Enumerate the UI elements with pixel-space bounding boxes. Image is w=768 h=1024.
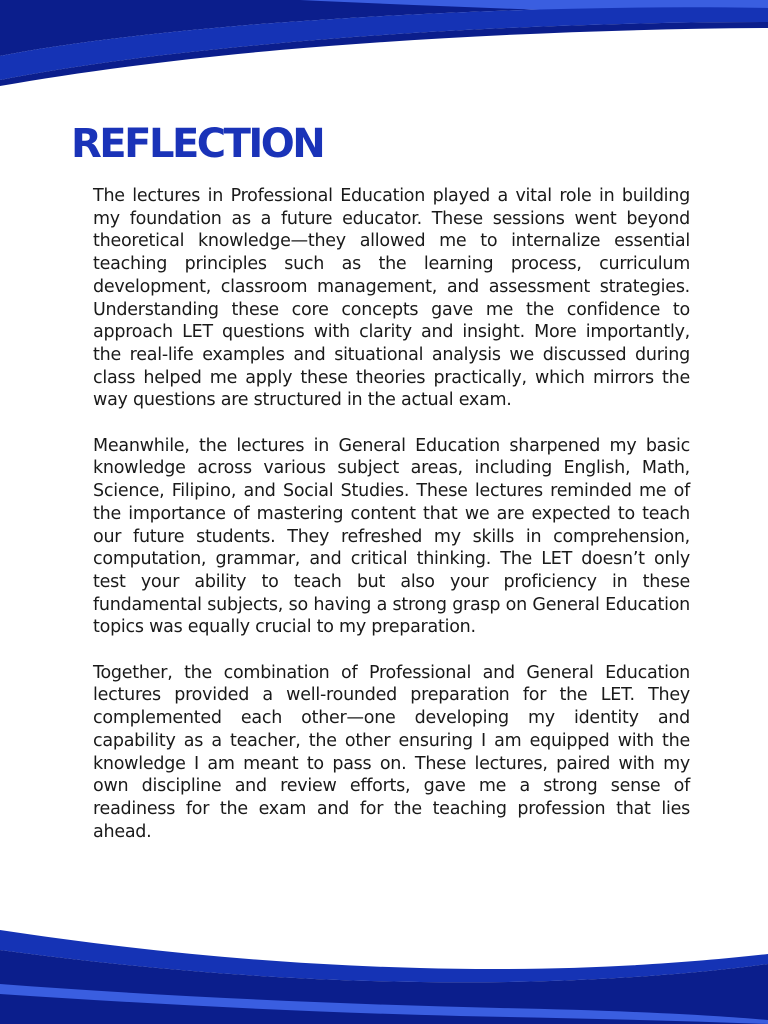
page-title: REFLECTION — [71, 121, 324, 167]
paragraph-together: Together, the combination of Professional and General Education lectures provided a well-rounded preparation for the LET. They complemented each other—one developing my identity and capability as a teacher, the other ensuring I am equipped with the knowledge I am meant to pass on. These lectures, paired with my own discipline and review efforts, gave me a strong sense of readiness for the exam and for the teaching profession that lies ahead. — [93, 662, 690, 842]
bottom-wave-decoration — [0, 924, 768, 1024]
paragraph-general-education: Meanwhile, the lectures in General Education sharpened my basic knowledge across various subject areas, including English, Math, Science, Filipino, and Social Studies. These lectures reminded me of the importance of mastering content that we are expected to teach our future students. They refreshed my skills in comprehension, computation, grammar, and critical thinking. The LET doesn’t only test your ability to teach but also your proficiency in these fundamental subjects, so having a strong grasp on General Education topics was equally crucial to my preparation. — [93, 435, 690, 638]
reflection-body — [93, 185, 690, 866]
paragraph-professional-education: The lectures in Professional Education played a vital role in building my foundation as a future educator. These sessions went beyond theoretical knowledge—they allowed me to internalize essential teaching principles such as the learning process, curriculum development, classroom management, and assessment strategies. Understanding these core concepts gave me the confidence to approach LET questions with clarity and insight. More importantly, the real-life examples and situational analysis we discussed during class helped me apply these theories practically, which mirrors the way questions are structured in the actual exam. — [93, 186, 690, 411]
top-wave-decoration — [0, 0, 768, 100]
